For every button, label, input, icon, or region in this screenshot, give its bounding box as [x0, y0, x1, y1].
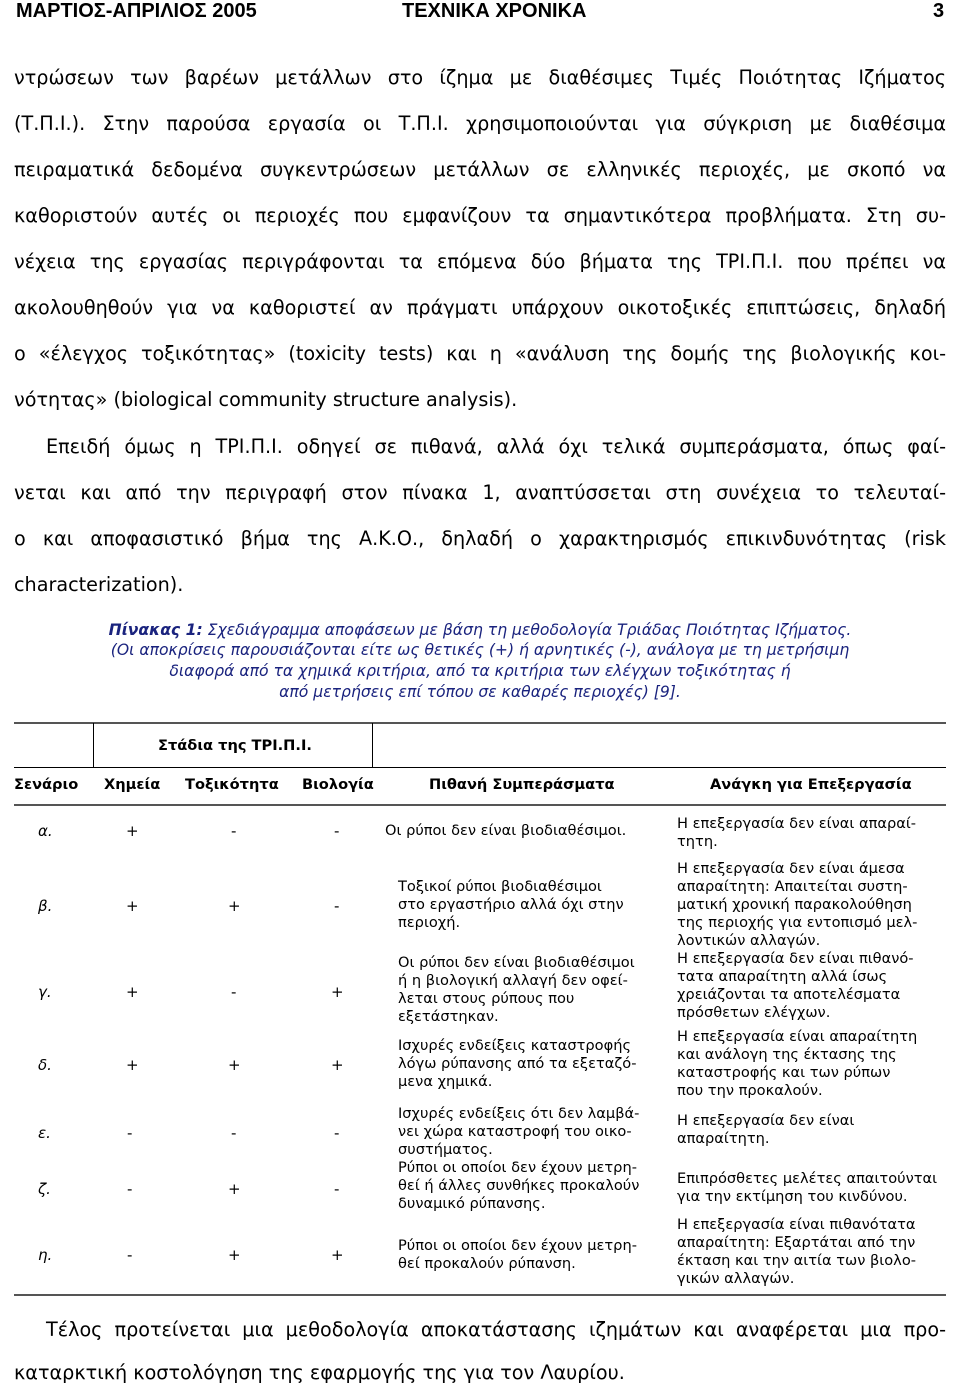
text-line: ντρώσεων των βαρέων μετάλλων στο ίζημα με διαθέσιμες Τιμές Ποιότητας Ιζήματος	[14, 66, 946, 89]
text-line: καθοριστούν αυτές οι περιοχές που εμφανίζουν τα σημαντικότερα προβλήματα. Στη συ-	[14, 204, 946, 227]
treatment-line: έκταση και την αιτία των βιολο-	[677, 1252, 917, 1269]
text-line: Επειδή όμως η ΤΡΙ.Π.Ι. οδηγεί σε πιθανά, αλλά όχι τελικά συμπεράσματα, όπως φαί-	[46, 435, 946, 458]
treatment-line: χρειάζονται τα αποτελέσματα	[677, 986, 901, 1003]
biology-cell: +	[331, 1246, 344, 1264]
treatment-line: Η επεξεργασία δεν είναι	[677, 1112, 855, 1129]
table-top-rule	[14, 722, 946, 724]
table-body-rule	[14, 804, 946, 806]
conclusion-line: Ρύποι οι οποίοι δεν έχουν μετρη-	[398, 1159, 637, 1176]
conclusion-line: θεί ή άλλες συνθήκες προκαλούν	[398, 1177, 640, 1194]
column-header-toxicity: Τοξικότητα	[185, 776, 279, 793]
text-line: Τέλος προτείνεται μια μεθοδολογία αποκατάστασης ιζημάτων και αναφέρεται μια προ-	[46, 1318, 946, 1341]
conclusion-line: λεται στους ρύπους που	[398, 990, 575, 1007]
biology-cell: -	[334, 822, 340, 840]
chemistry-cell: +	[126, 983, 139, 1001]
column-header-biology: Βιολογία	[302, 776, 374, 793]
conclusion-line: θεί προκαλούν ρύπανση.	[398, 1255, 576, 1272]
conclusion-line: Τοξικοί ρύποι βιοδιαθέσιμοι	[398, 878, 602, 895]
caption-note: διαφορά από τα χημικά κριτήρια, από τα κριτήρια των ελέγχων τοξικότητας ή	[169, 662, 791, 680]
conclusion-line: δυναμικό ρύπανσης.	[398, 1195, 546, 1212]
treatment-line: Η επεξεργασία είναι απαραίτητη	[677, 1028, 918, 1045]
running-header	[0, 0, 960, 24]
chemistry-cell: +	[126, 1056, 139, 1074]
treatment-line: απαραίτητη: Απαιτείται συστη-	[677, 878, 908, 895]
toxicity-cell: +	[228, 1056, 241, 1074]
conclusion-line: ή η βιολογική αλλαγή δεν οφεί-	[398, 972, 628, 989]
scenario-cell: α.	[38, 822, 53, 840]
text-line: νέχεια της εργασίας περιγράφονται τα επόμενα δύο βήματα της ΤΡΙ.Π.Ι. που πρέπει να	[14, 250, 946, 273]
toxicity-cell: -	[231, 822, 237, 840]
text-line: πειραματικά δεδομένα συγκεντρώσεων μετάλλων σε ελληνικές περιοχές, με σκοπό να	[14, 158, 946, 181]
treatment-line: που την προκαλούν.	[677, 1082, 823, 1099]
text-line: ο «έλεγχος τοξικότητας» (toxicity tests) και η «ανάλυση της δομής της βιολογικής κοι-	[14, 342, 946, 365]
column-header-scenario: Σενάριο	[14, 776, 79, 793]
treatment-line: Επιπρόσθετες μελέτες απαιτούνται	[677, 1170, 938, 1187]
text-line: ακολουθηθούν για να καθοριστεί αν πράγματι υπάρχουν οικοτοξικές επιπτώσεις, δηλαδή	[14, 296, 946, 319]
treatment-line: Η επεξεργασία δεν είναι άμεσα	[677, 860, 905, 877]
page-number: 3	[933, 0, 945, 22]
table-divider	[372, 723, 373, 768]
toxicity-cell: +	[228, 897, 241, 915]
toxicity-cell: -	[231, 1124, 237, 1142]
chemistry-cell: +	[126, 822, 139, 840]
toxicity-cell: -	[231, 983, 237, 1001]
treatment-line: απαραίτητη: Εξαρτάται από την	[677, 1234, 916, 1251]
treatment-line: Η επεξεργασία είναι πιθανότατα	[677, 1216, 916, 1233]
conclusion-line: μενα χημικά.	[398, 1073, 493, 1090]
chemistry-cell: -	[127, 1180, 133, 1198]
text-line: νεται και από την περιγραφή στον πίνακα 1, αναπτύσσεται στη συνέχεια το τελευταί-	[14, 481, 946, 504]
column-header-chemistry: Χημεία	[104, 776, 161, 793]
scenario-cell: γ.	[38, 983, 52, 1001]
treatment-line: Η επεξεργασία δεν είναι πιθανό-	[677, 950, 914, 967]
conclusion-line: Ισχυρές ενδείξεις καταστροφής	[398, 1037, 632, 1054]
chemistry-cell: -	[127, 1124, 133, 1142]
conclusion-line: περιοχή.	[398, 914, 461, 931]
issue-date: ΜΑΡΤΙΟΣ-ΑΠΡΙΛΙΟΣ 2005	[16, 0, 257, 22]
text-line: characterization).	[14, 573, 184, 596]
caption-text: Σχεδιάγραμμα αποφάσεων με βάση τη μεθοδολογία Τριάδας Ποιότητας Ιζήματος.	[202, 621, 852, 639]
scenario-cell: ε.	[38, 1124, 51, 1142]
chemistry-cell: -	[127, 1246, 133, 1264]
scenario-cell: η.	[38, 1246, 53, 1264]
text-line: ο και αποφασιστικό βήμα της Α.Κ.Ο., δηλαδή ο χαρακτηρισμός επικινδυνότητας (risk	[14, 527, 946, 550]
treatment-line: για την εκτίμηση του κινδύνου.	[677, 1188, 908, 1205]
caption-note: (Οι αποκρίσεις παρουσιάζονται είτε ως θετικές (+) ή αρνητικές (-), ανάλογα με τη μετρήσιμη	[110, 641, 850, 659]
treatment-line: της περιοχής για εντοπισμό μελ-	[677, 914, 918, 931]
treatment-line: πρόσθετων ελέγχων.	[677, 1004, 831, 1021]
text-line: καταρκτική κοστολόγηση της εφαρμογής της για τον Λαυρίου.	[14, 1361, 625, 1384]
biology-cell: -	[334, 1124, 340, 1142]
conclusion-line: Οι ρύποι δεν είναι βιοδιαθέσιμοι.	[385, 822, 627, 839]
conclusion-line: στο εργαστήριο αλλά όχι στην	[398, 896, 624, 913]
table-divider	[93, 723, 94, 768]
conclusion-line: νει χώρα καταστροφή του οικο-	[398, 1123, 632, 1140]
treatment-line: λοντικών αλλαγών.	[677, 932, 821, 949]
scenario-cell: δ.	[38, 1056, 52, 1074]
treatment-line: απαραίτητη.	[677, 1130, 770, 1147]
conclusion-line: Οι ρύποι δεν είναι βιοδιαθέσιμοι	[398, 954, 635, 971]
caption-note: από μετρήσεις επί τόπου σε καθαρές περιοχές) [9].	[279, 683, 681, 701]
caption-title	[0, 621, 960, 640]
biology-cell: +	[331, 983, 344, 1001]
journal-title: ΤΕΧΝΙΚΑ ΧΡΟΝΙΚΑ	[402, 0, 587, 22]
treatment-line: τατα απαραίτητη αλλά ίσως	[677, 968, 888, 985]
table-bottom-rule	[14, 1294, 946, 1296]
conclusion-line: λόγω ρύπανσης από τα εξεταζό-	[398, 1055, 637, 1072]
biology-cell: -	[334, 897, 340, 915]
conclusion-line: Ισχυρές ενδείξεις ότι δεν λαμβά-	[398, 1105, 640, 1122]
toxicity-cell: +	[228, 1180, 241, 1198]
scenario-cell: ζ.	[38, 1180, 51, 1198]
conclusion-line: εξετάστηκαν.	[398, 1008, 499, 1025]
conclusion-line: συστήματος.	[398, 1141, 493, 1158]
treatment-line: τητη.	[677, 833, 718, 850]
scenario-cell: β.	[38, 897, 53, 915]
treatment-line: ματική χρονική παρακολούθηση	[677, 896, 912, 913]
text-line: (Τ.Π.Ι.). Στην παρούσα εργασία οι Τ.Π.Ι. χρησιμοποιούνται για σύγκριση με διαθέσιμα	[14, 112, 946, 135]
treatment-line: καταστροφής και των ρύπων	[677, 1064, 891, 1081]
column-header-treatment: Ανάγκη για Επεξεργασία	[710, 776, 912, 793]
column-header-conclusions: Πιθανή Συμπεράσματα	[429, 776, 615, 793]
chemistry-cell: +	[126, 897, 139, 915]
conclusion-line: Ρύποι οι οποίοι δεν έχουν μετρη-	[398, 1237, 637, 1254]
biology-cell: -	[334, 1180, 340, 1198]
text-line: νότητας» (biological community structure analysis).	[14, 388, 518, 411]
caption-label: Πίνακας 1:	[108, 621, 203, 639]
stages-group-header: Στάδια της ΤΡΙ.Π.Ι.	[158, 737, 312, 754]
treatment-line: και ανάλογη της έκτασης της	[677, 1046, 897, 1063]
treatment-line: Η επεξεργασία δεν είναι απαραί-	[677, 815, 917, 832]
toxicity-cell: +	[228, 1246, 241, 1264]
biology-cell: +	[331, 1056, 344, 1074]
treatment-line: γικών αλλαγών.	[677, 1270, 795, 1287]
table-header-rule	[14, 767, 946, 768]
